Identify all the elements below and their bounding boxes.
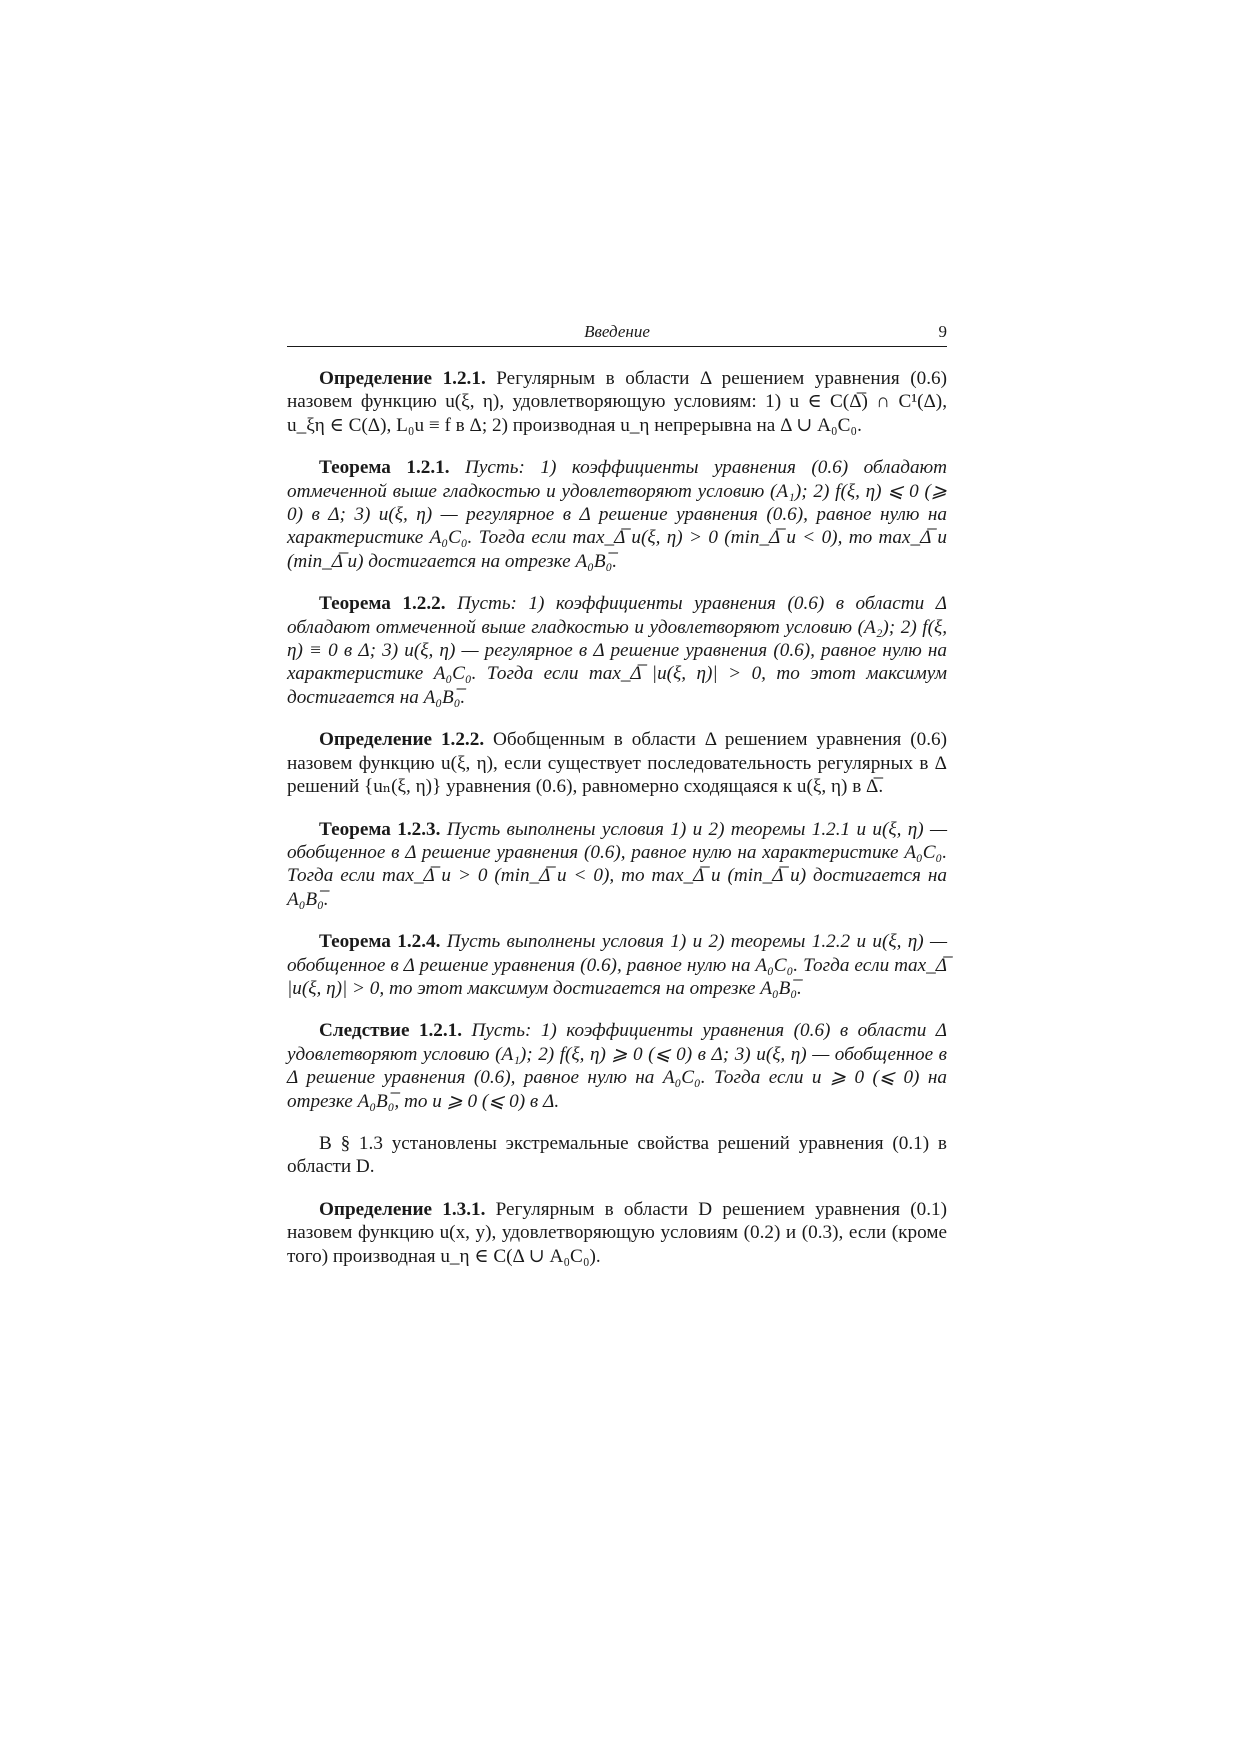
page-number: 9 [938,322,947,341]
theorem-1-2-3 [287,818,947,912]
definition-1-2-1 [287,367,947,437]
block-label: Теорема 1.2.2. [319,593,458,615]
section-1-3-intro [287,1132,947,1179]
block-text: Пусть: 1) коэффициенты уравнения (0.6) в области Δ удовлетворяют условию (A₁); 2) f(ξ, η) ⩾ 0 (⩽ 0) в Δ; 3) u(ξ, η) — обобщенное в Δ решение уравнения (0.6), равное нулю на A₀C₀. Тогда если u ⩾ 0 (⩽ 0) на отрезке A₀B₀̅, то u ⩾ 0 (⩽ 0) в Δ. [287,1020,947,1112]
theorem-1-2-1 [287,456,947,573]
theorem-1-2-4 [287,930,947,1000]
block-label: Определение 1.2.1. [319,368,497,389]
page-content [287,367,947,1287]
block-text: Пусть выполнены условия 1) и 2) теоремы 1.2.1 и u(ξ, η) — обобщенное в Δ решение уравнения (0.6), равное нулю на характеристике A₀C₀. Тогда если max_Δ̅ u > 0 (min_Δ̅ u < 0), то max_Δ̅ u (min_Δ̅ u) достигается на A₀B₀̅. [287,818,948,910]
block-label: Следствие 1.2.1. [319,1020,472,1042]
definition-1-3-1 [287,1198,947,1268]
theorem-1-2-2 [287,592,947,709]
block-text: Пусть выполнены условия 1) и 2) теоремы 1.2.2 и u(ξ, η) — обобщенное в Δ решение уравнения (0.6), равное нулю на A₀C₀. Тогда если max_Δ̅ |u(ξ, η)| > 0, то этот максимум достигается на отрезке A₀B₀̅. [287,931,948,999]
block-text: Пусть: 1) коэффициенты уравнения (0.6) обладают отмеченной выше гладкостью и удовлетворяют условию (A₁); 2) f(ξ, η) ⩽ 0 (⩾ 0) в Δ; 3) u(ξ, η) — регулярное в Δ решение уравнения (0.6), равное нулю на характеристике A₀C₀. Тогда если max_Δ̅ u(ξ, η) > 0 (min_Δ̅ u < 0), то max_Δ̅ u (min_Δ̅ u) достигается на отрезке A₀B₀̅. [287,457,947,572]
running-title: Введение [584,322,650,341]
block-text: Регулярным в области D решением уравнения (0.1) назовем функцию u(x, y), удовлетворяющую условиям (0.2) и (0.3), если (кроме того) производная u_η ∈ C(Δ ∪ A₀C₀). [287,1198,947,1267]
block-label: Определение 1.2.2. [319,729,494,751]
page-header [287,322,947,347]
corollary-1-2-1 [287,1019,947,1113]
block-text: Регулярным в области Δ решением уравнения (0.6) назовем функцию u(ξ, η), удовлетворяющую условиям: 1) u ∈ C(Δ̅) ∩ C¹(Δ), u_ξη ∈ C(Δ), L₀u ≡ f в Δ; 2) производная u_η непрерывна на Δ ∪ A₀C₀. [287,368,947,436]
block-label: Теорема 1.2.1. [319,457,466,479]
definition-1-2-2 [287,728,947,798]
block-label: Теорема 1.2.3. [319,818,447,840]
block-label: Определение 1.3.1. [319,1198,496,1220]
block-text: Пусть: 1) коэффициенты уравнения (0.6) в области Δ обладают отмеченной выше гладкостью и удовлетворяют условию (A₂); 2) f(ξ, η) ≡ 0 в Δ; 3) u(ξ, η) — регулярное в Δ решение уравнения (0.6), равное нулю на характеристике A₀C₀. Тогда если max_Δ̅ |u(ξ, η)| > 0, то этот максимум достигается на A₀B₀̅. [287,593,947,708]
block-text: В § 1.3 установлены экстремальные свойства решений уравнения (0.1) в области D. [287,1132,947,1178]
block-text: Обобщенным в области Δ решением уравнения (0.6) назовем функцию u(ξ, η), если существует последовательность регулярных в Δ решений {uₙ(ξ, η)} уравнения (0.6), равномерно сходящаяся к u(ξ, η) в Δ̅. [287,729,947,798]
block-label: Теорема 1.2.4. [319,931,447,953]
